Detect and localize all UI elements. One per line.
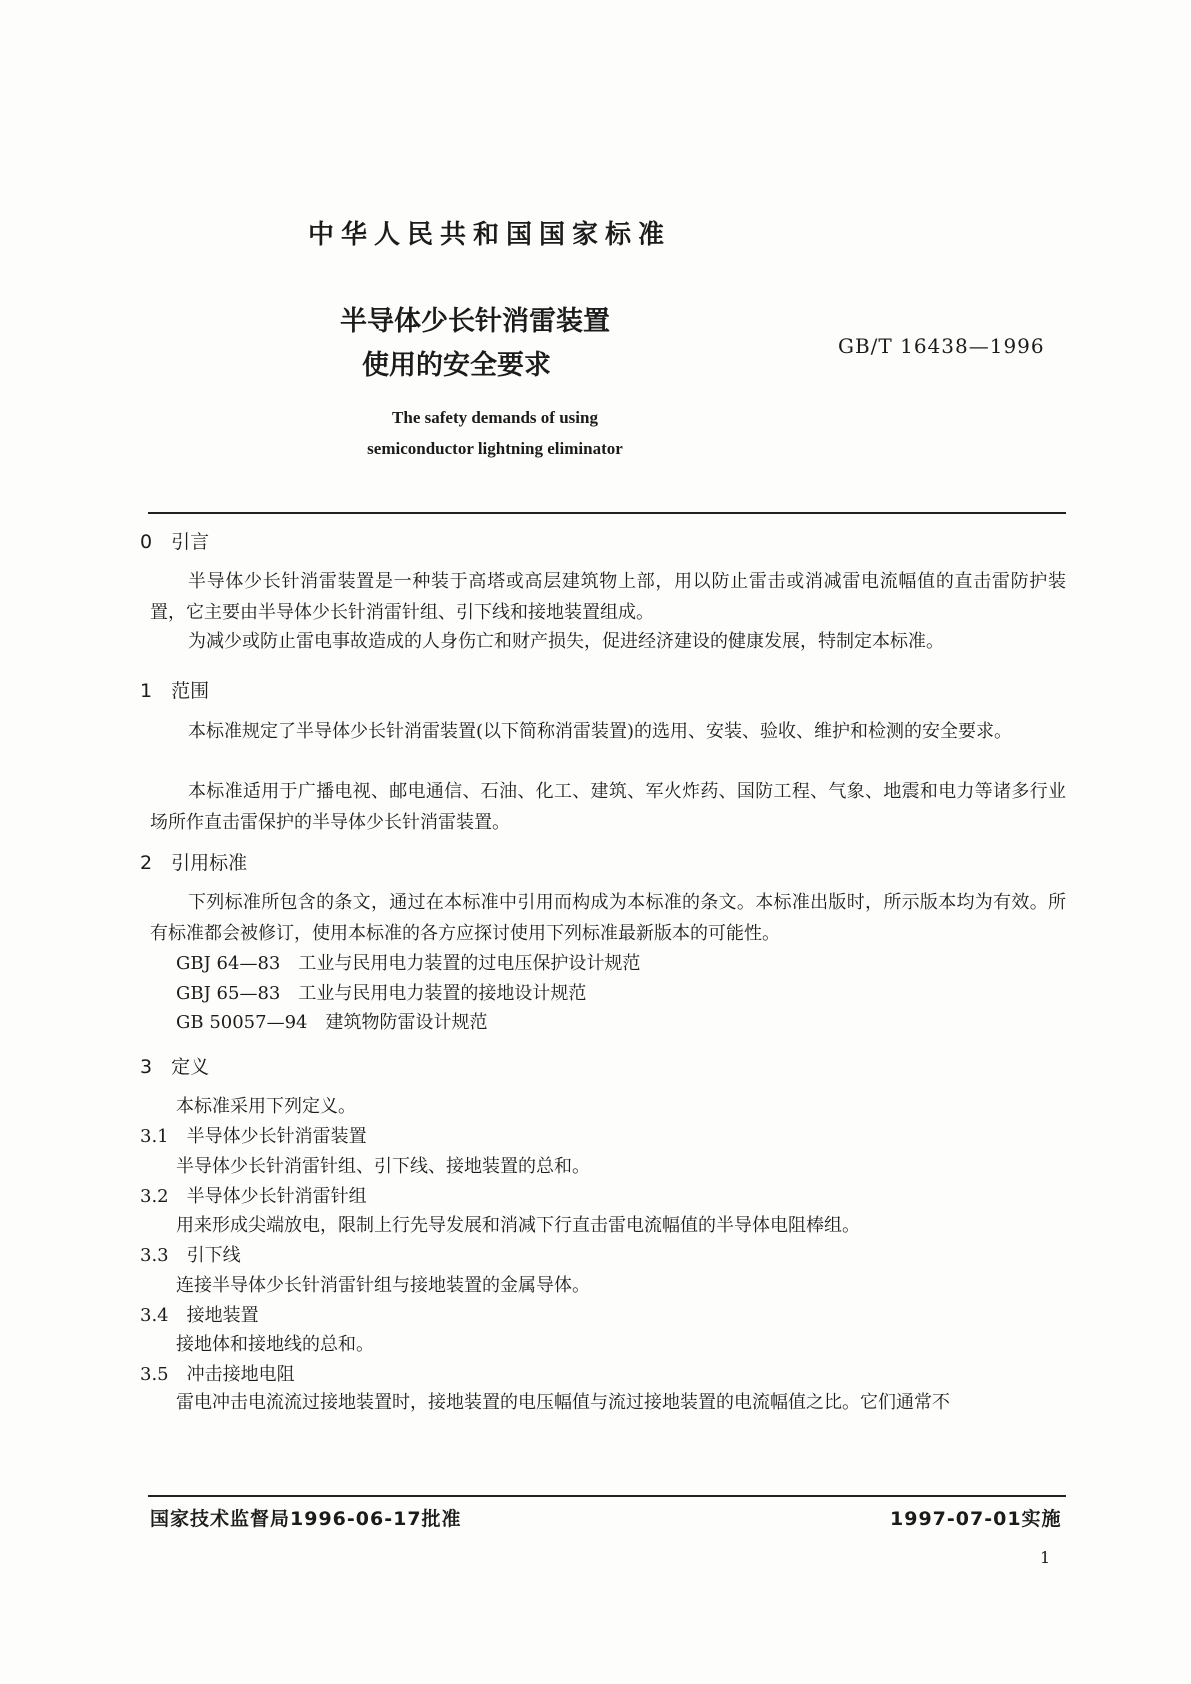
- english-title: [310, 402, 680, 464]
- reference-item: GB 50057—94 建筑物防雷设计规范: [176, 1012, 488, 1033]
- section-1-heading: 1 范围: [140, 680, 210, 702]
- section-2-heading: 2 引用标准: [140, 852, 248, 874]
- definition-text: 接地体和接地线的总和。: [176, 1334, 374, 1355]
- section-1-paragraph-2: 本标准适用于广播电视、邮电通信、石油、化工、建筑、军火炸药、国防工程、气象、地震和电力等诸多行业场所作直击雷保护的半导体少长针消雷装置。: [150, 781, 1066, 833]
- approval-statement: 国家技术监督局1996-06-17批准: [150, 1508, 462, 1530]
- section-3-intro: 本标准采用下列定义。: [176, 1096, 356, 1117]
- section-1-paragraph-1: 本标准规定了半导体少长针消雷装置(以下简称消雷装置)的选用、安装、验收、维护和检测的安全要求。: [188, 721, 1013, 742]
- reference-item: GBJ 65—83 工业与民用电力装置的接地设计规范: [176, 983, 587, 1004]
- english-title-line-2: semiconductor lightning eliminator: [367, 439, 623, 458]
- english-title-line-1: The safety demands of using: [392, 408, 598, 427]
- definition-term: 3.3 引下线: [140, 1245, 241, 1266]
- section-0-paragraph-1: 半导体少长针消雷装置是一种装于高塔或高层建筑物上部，用以防止雷击或消减雷电流幅值的直击雷防护装置，它主要由半导体少长针消雷针组、引下线和接地装置组成。: [150, 571, 1066, 623]
- footer-divider: [148, 1495, 1066, 1497]
- section-3-heading: 3 定义: [140, 1056, 210, 1078]
- section-0-paragraph-2: 为减少或防止雷电事故造成的人身伤亡和财产损失，促进经济建设的健康发展，特制定本标准。: [188, 631, 944, 652]
- header-divider: [148, 512, 1066, 514]
- standard-number: GB/T 16438—1996: [838, 334, 1045, 358]
- definition-text: 用来形成尖端放电，限制上行先导发展和消减下行直击雷电流幅值的半导体电阻棒组。: [176, 1215, 860, 1236]
- national-standard-title: 中华人民共和国国家标准: [308, 220, 672, 250]
- definition-text: 半导体少长针消雷针组、引下线、接地装置的总和。: [176, 1156, 590, 1177]
- definition-term: 3.1 半导体少长针消雷装置: [140, 1126, 367, 1147]
- definition-term: 3.5 冲击接地电阻: [140, 1364, 295, 1385]
- definition-text: 雷电冲击电流流过接地装置时，接地装置的电压幅值与流过接地装置的电流幅值之比。它们通常不: [176, 1392, 950, 1413]
- definition-text: 连接半导体少长针消雷针组与接地装置的金属导体。: [176, 1275, 590, 1296]
- reference-item: GBJ 64—83 工业与民用电力装置的过电压保护设计规范: [176, 953, 641, 974]
- title-line-2: 使用的安全要求: [362, 350, 551, 381]
- title-line-1: 半导体少长针消雷装置: [340, 306, 610, 337]
- section-2-paragraph-1: 下列标准所包含的条文，通过在本标准中引用而构成为本标准的条文。本标准出版时，所示版本均为有效。所有标准都会被修订，使用本标准的各方应探讨使用下列标准最新版本的可能性。: [150, 892, 1066, 944]
- page-number: 1: [1040, 1548, 1051, 1567]
- implementation-date: 1997-07-01实施: [890, 1508, 1062, 1530]
- definition-term: 3.2 半导体少长针消雷针组: [140, 1186, 367, 1207]
- section-0-heading: 0 引言: [140, 531, 210, 553]
- document-title: [340, 300, 610, 388]
- definition-term: 3.4 接地装置: [140, 1305, 259, 1326]
